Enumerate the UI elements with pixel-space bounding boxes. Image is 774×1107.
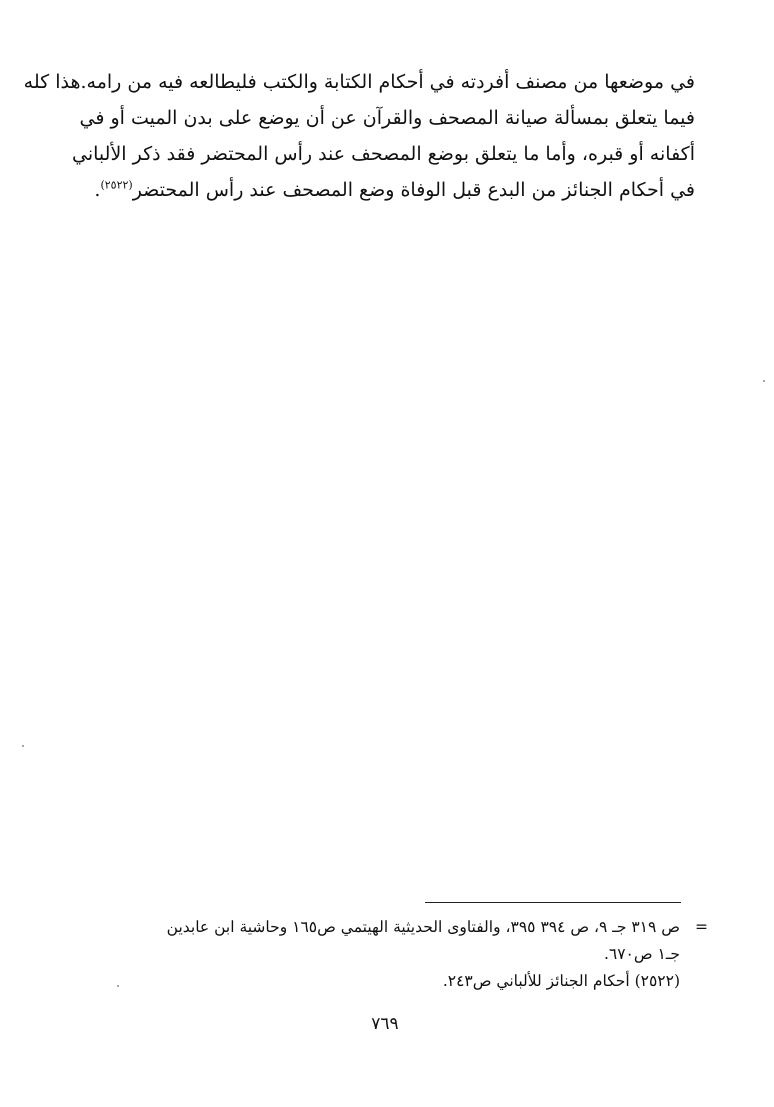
body-paragraph [23,64,695,208]
body-line-last [40,172,695,208]
footnote-text: (٢٥٢٢) أحكام الجنائز للألباني ص٢٤٣. [442,972,680,990]
footnote-reference[interactable]: (٢٥٢٢) [100,178,133,192]
body-line: أكفانه أو قبره، وأما ما يتعلق بوضع المصحف عند رأس المحتضر فقد ذكر الألباني [72,143,695,165]
footnote-text: ص ٣١٩ جـ ٩، ص ٣٩٤ ٣٩٥، والفتاوى الحديثية الهيتمي ص١٦٥ وحاشية ابن عابدين [166,918,680,936]
footnote-2522 [40,968,680,995]
body-line: فيما يتعلق بمسألة صيانة المصحف والقرآن عن أن يوضع على بدن الميت أو في [79,107,695,129]
footnote-continuation [40,914,708,941]
continuation-marker: = [695,918,708,936]
footnote-text: جـ١ ص٦٧٠. [603,945,680,963]
page-number: ٧٦٩ [371,1014,399,1034]
footnote-continuation-line2 [40,941,680,968]
scan-speck [22,745,24,747]
scan-speck [763,380,765,382]
footnote-separator [425,902,681,903]
body-line: في موضعها من مصنف أفردته في أحكام الكتابة والكتب فليطالعه فيه من رامه.هذا كله [23,71,695,93]
end-period: . [94,179,101,201]
footnotes-section [40,914,708,995]
body-line-text: في أحكام الجنائز من البدع قبل الوفاة وضع المصحف عند رأس المحتضر [132,179,695,201]
scan-speck [117,985,119,987]
